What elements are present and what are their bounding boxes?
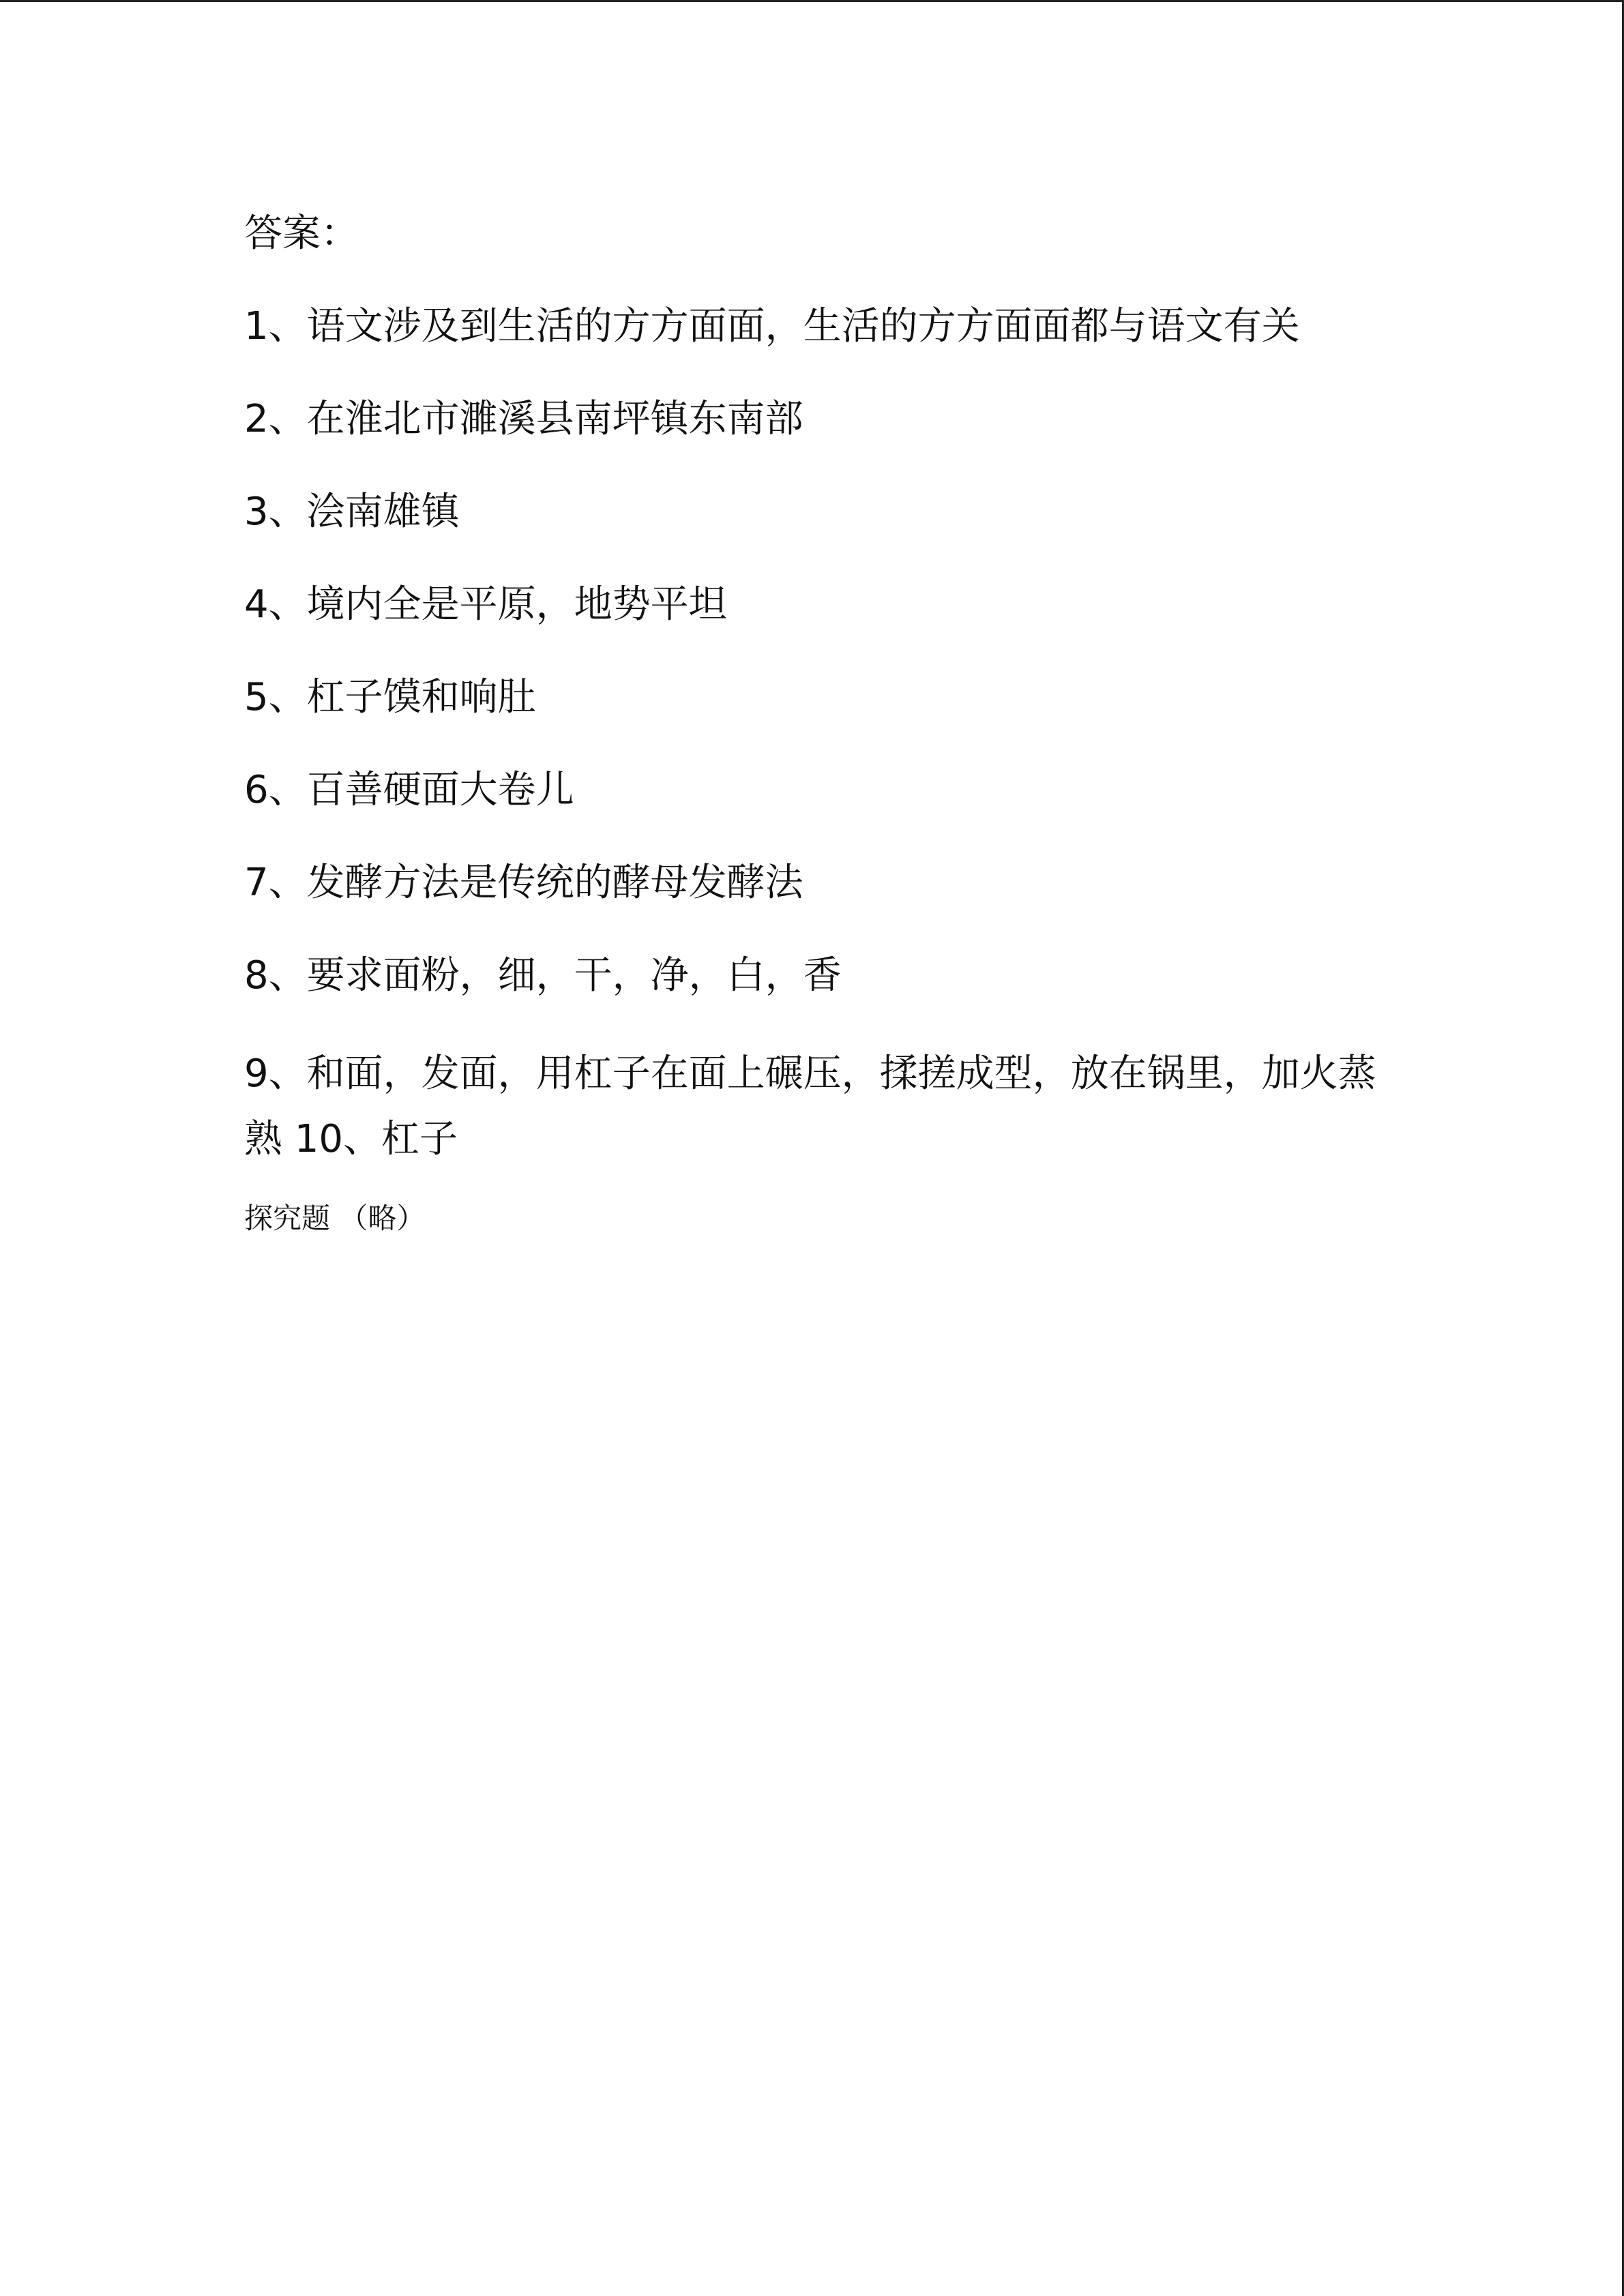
answer-section [244,207,1390,1240]
answer-item-3: 3、浍南雄镇 [244,490,460,534]
answer-list [244,299,1390,1172]
answer-item-5: 5、杠子馍和响肚 [244,675,536,719]
answer-item-9: 9、和面，发面，用杠子在面上碾压，揉搓成型，放在锅里，加火蒸熟 10、杠子 [244,1052,1376,1161]
answer-item-8: 8、要求面粉，细，干，净，白，香 [244,953,842,998]
answer-item-2: 2、在淮北市濉溪县南坪镇东南部 [244,397,803,441]
answer-item-4: 4、境内全是平原，地势平坦 [244,582,727,627]
answers-heading: 答案： [244,211,359,256]
inquiry-note: 探究题 （略） [244,1202,426,1235]
answer-item-7: 7、发酵方法是传统的酵母发酵法 [244,861,803,905]
answer-item-1: 1、语文涉及到生活的方方面面，生活的方方面面都与语文有关 [244,304,1300,348]
answer-item-6: 6、百善硬面大卷儿 [244,768,574,812]
